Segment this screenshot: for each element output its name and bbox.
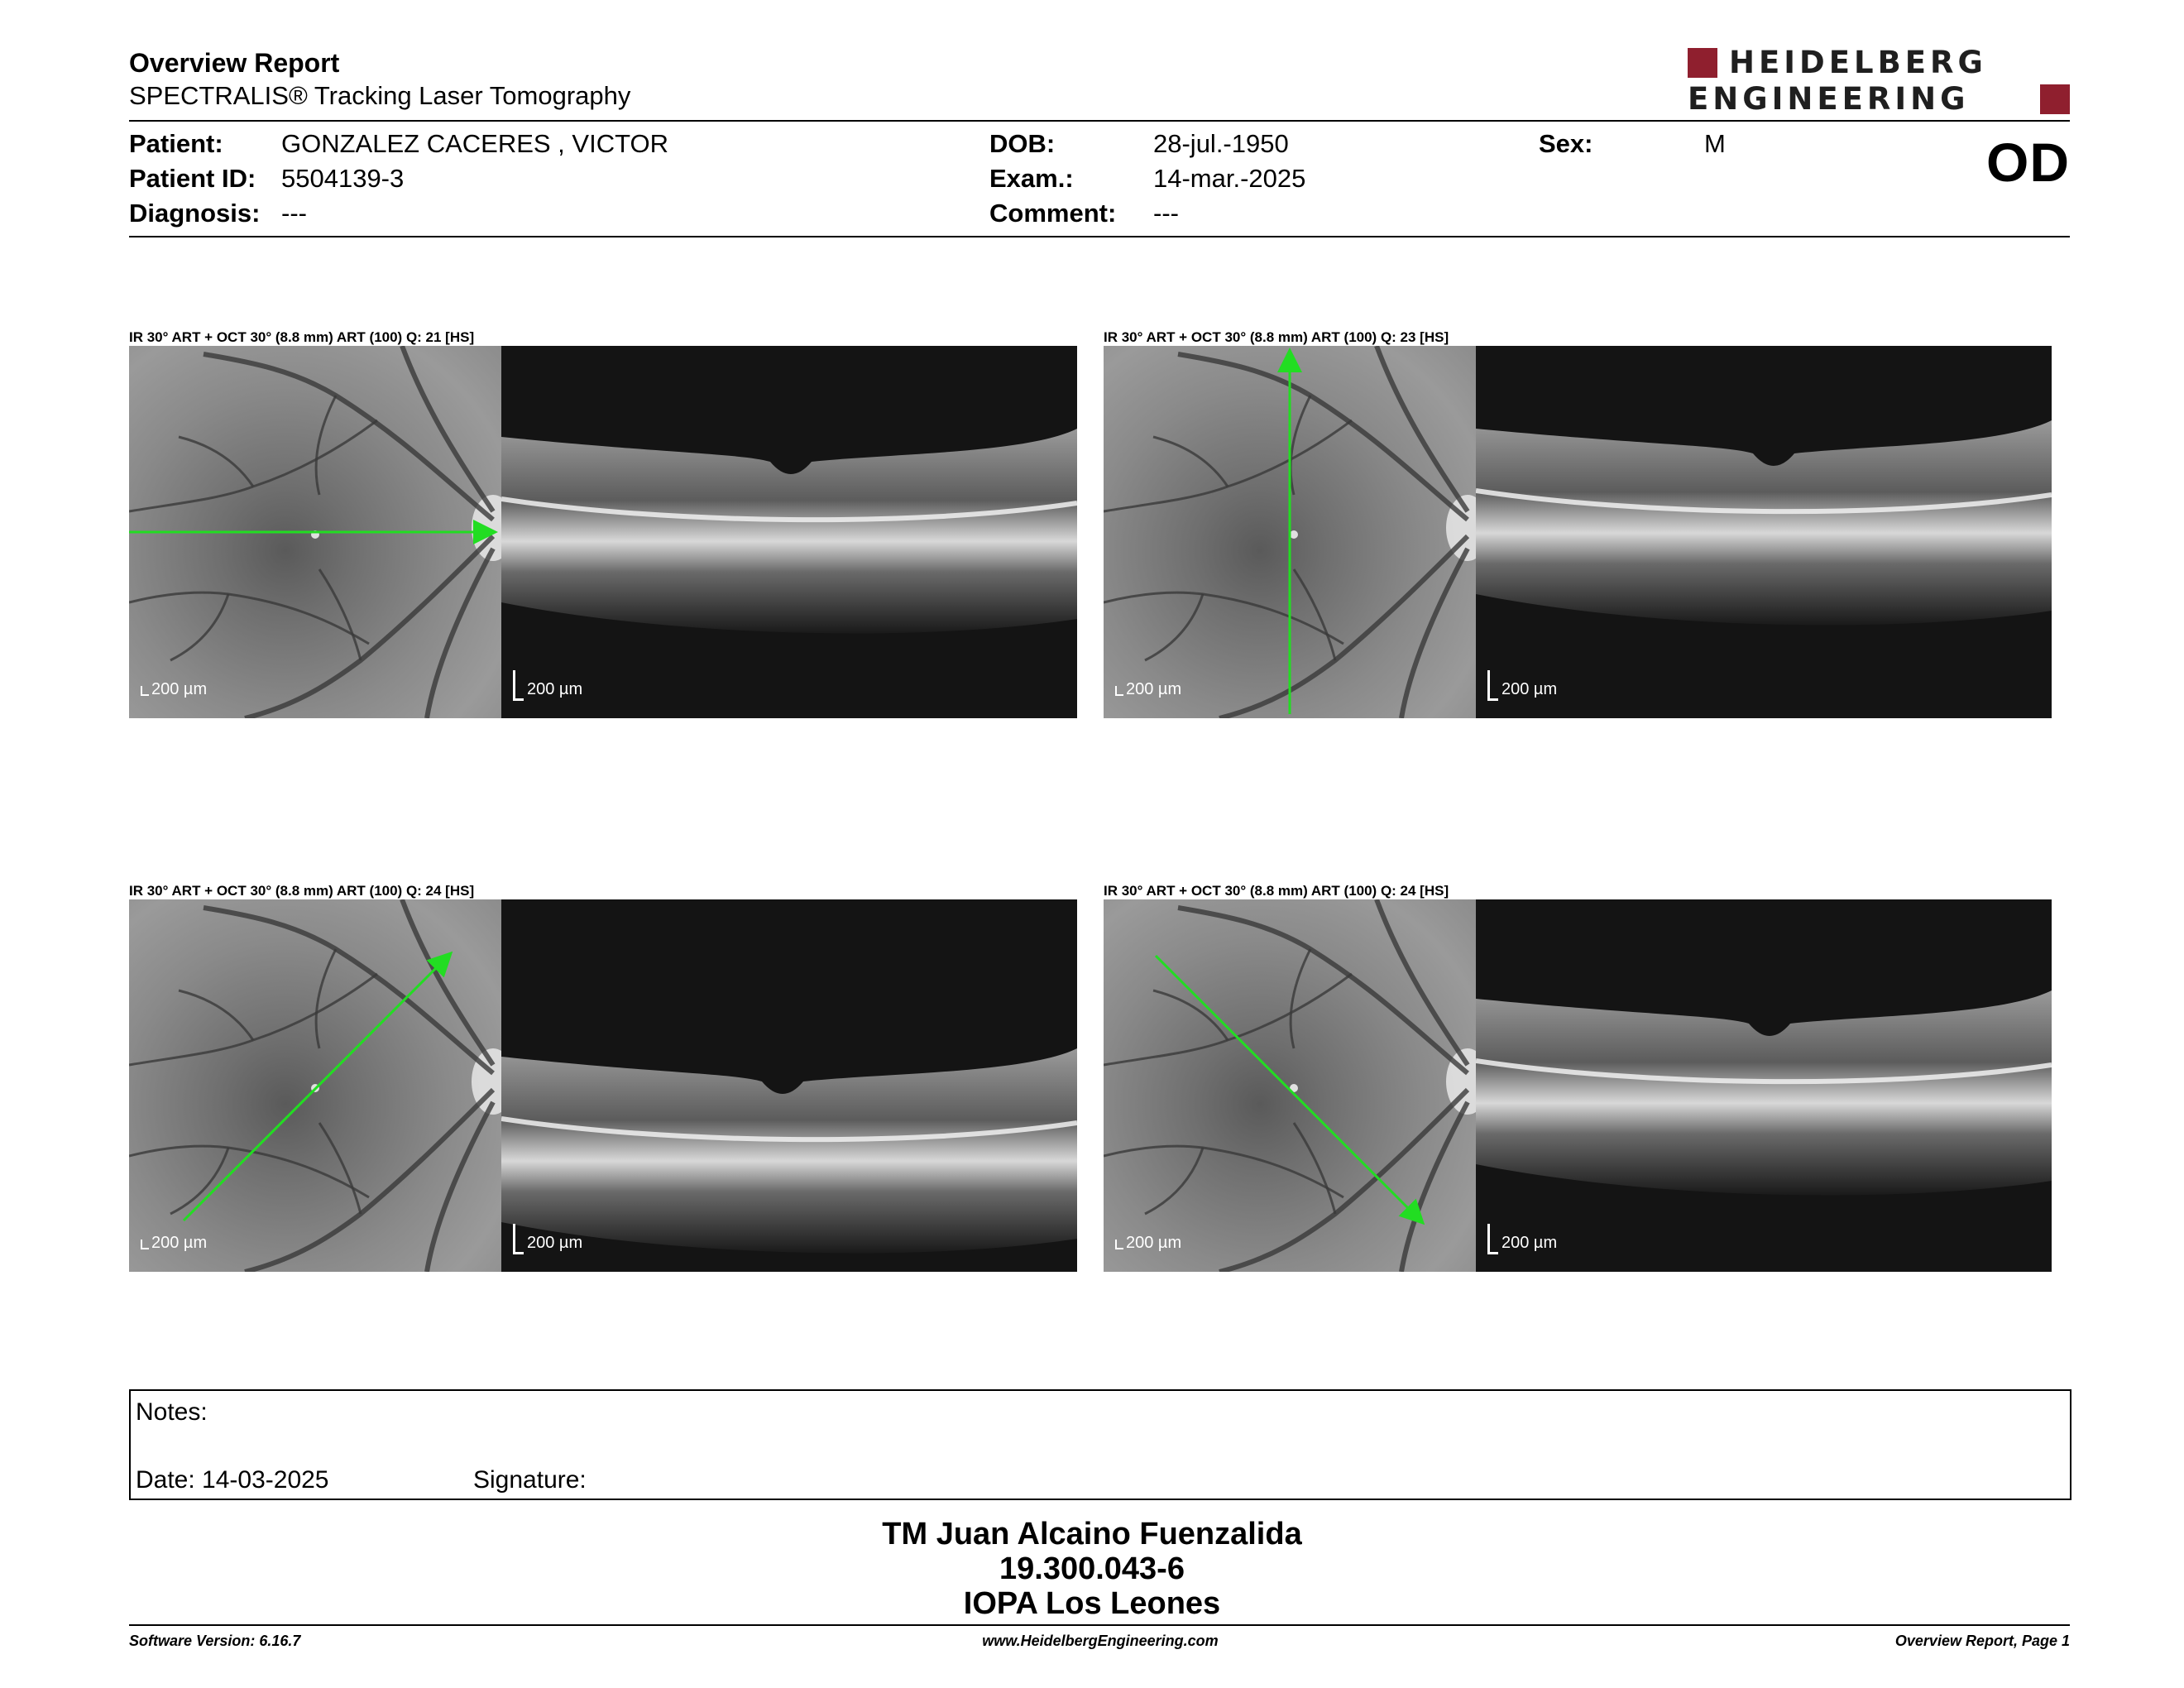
page-number: Overview Report, Page 1 [1894, 1633, 2070, 1649]
patient-id-label: Patient ID: [129, 164, 256, 193]
diagnosis-label: Diagnosis: [129, 199, 261, 228]
notes-label: Notes: [136, 1398, 208, 1426]
ir-fundus-image [129, 899, 501, 1272]
logo-line1: HEIDELBERG [1729, 45, 1987, 80]
patient-name: GONZALEZ CACERES , VICTOR [281, 129, 668, 158]
sex-label: Sex: [1539, 129, 1593, 158]
signer-name: TM Juan Alcaino Fuenzalida [882, 1517, 1302, 1551]
scan-caption: IR 30° ART + OCT 30° (8.8 mm) ART (100) Q: 23 [HS] [1104, 329, 1449, 345]
heidelberg-logo [1688, 46, 2070, 116]
notes-date: Date: 14-03-2025 [136, 1466, 329, 1494]
dob-label: DOB: [989, 129, 1056, 158]
ir-fundus-image [1104, 899, 1476, 1272]
header-rule-top [129, 120, 2070, 122]
exam-value: 14-mar.-2025 [1153, 164, 1306, 193]
fundus-scale-bar: 200 µm [1115, 1234, 1181, 1253]
patient-label: Patient: [129, 129, 223, 158]
eye-indicator: OD [1986, 132, 2070, 193]
software-version: Software Version: 6.16.7 [129, 1633, 301, 1649]
scan-caption: IR 30° ART + OCT 30° (8.8 mm) ART (100) Q: 24 [HS] [1104, 883, 1449, 899]
website-link[interactable]: www.HeidelbergEngineering.com [982, 1633, 1219, 1649]
comment-value: --- [1153, 199, 1179, 228]
signature-label: Signature: [473, 1466, 587, 1494]
oct-bscan-image [1476, 346, 2052, 718]
diagnosis-value: --- [281, 199, 307, 228]
header-rule-bottom [129, 236, 2070, 237]
oct-scale-bar: 200 µm [513, 1224, 582, 1254]
notes-box [129, 1389, 2071, 1500]
oct-bscan-image [1476, 899, 2052, 1272]
report-title: Overview Report [129, 48, 340, 78]
patient-id-value: 5504139-3 [281, 164, 405, 193]
fundus-scale-bar: 200 µm [1115, 680, 1181, 699]
oct-scale-bar: 200 µm [1487, 670, 1557, 701]
scan-caption: IR 30° ART + OCT 30° (8.8 mm) ART (100) Q: 21 [HS] [129, 329, 475, 345]
footer-rule [129, 1624, 2070, 1626]
scan-line-arrow [129, 899, 501, 1272]
logo-line2: ENGINEERING [1688, 81, 1970, 117]
oct-scale-bar: 200 µm [1487, 1224, 1557, 1254]
dob-value: 28-jul.-1950 [1153, 129, 1289, 158]
ir-fundus-image [1104, 346, 1476, 718]
logo-square-bottom [2040, 84, 2070, 114]
signer-id: 19.300.043-6 [999, 1551, 1185, 1586]
fundus-scale-bar: 200 µm [141, 1234, 207, 1253]
comment-label: Comment: [989, 199, 1117, 228]
signer-org: IOPA Los Leones [963, 1586, 1221, 1621]
scan-line-arrow [129, 346, 501, 718]
scan-line-arrow [1104, 346, 1476, 718]
oct-scale-bar: 200 µm [513, 670, 582, 701]
ir-fundus-image [129, 346, 501, 718]
scan-caption: IR 30° ART + OCT 30° (8.8 mm) ART (100) Q: 24 [HS] [129, 883, 475, 899]
oct-bscan-image [501, 346, 1077, 718]
logo-square-top [1688, 48, 1717, 78]
exam-label: Exam.: [989, 164, 1074, 193]
scan-line-arrow [1104, 899, 1476, 1272]
fundus-scale-bar: 200 µm [141, 680, 207, 699]
sex-value: M [1704, 129, 1726, 158]
oct-bscan-image [501, 899, 1077, 1272]
report-subtitle: SPECTRALIS® Tracking Laser Tomography [129, 81, 631, 110]
